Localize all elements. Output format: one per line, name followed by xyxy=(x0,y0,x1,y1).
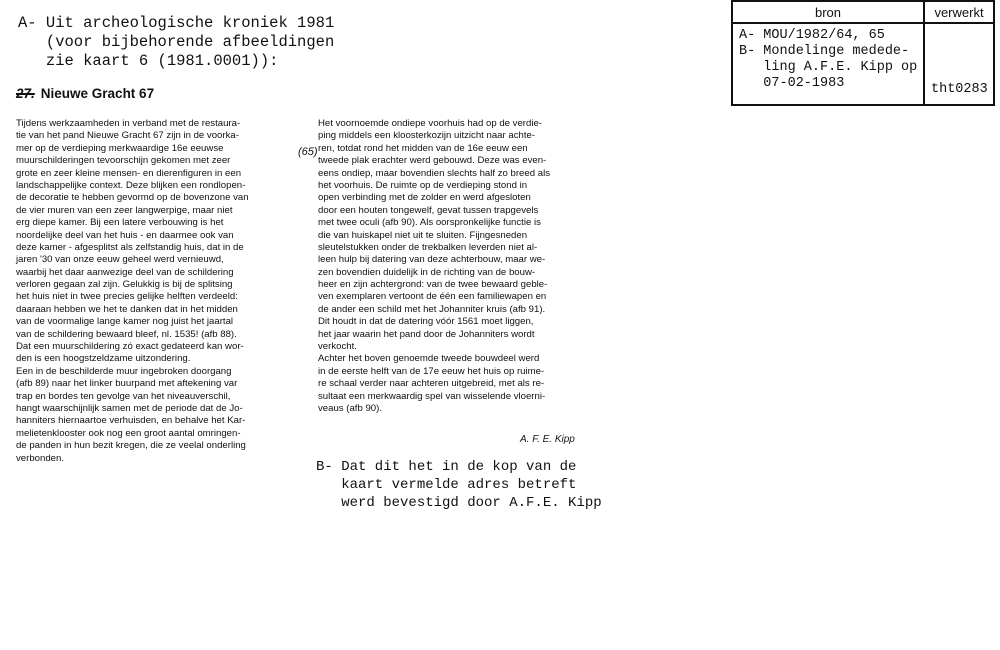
text-line: Tijdens werkzaamheden in verband met de restaura- xyxy=(16,118,241,129)
text-line: zen bovendien duidelijk in de richting van de bouw- xyxy=(318,266,536,278)
bron-line: A- MOU/1982/64, 65 xyxy=(739,28,885,43)
text-line: open verbinding met de zolder en werd afgesloten xyxy=(318,192,531,204)
text-line: Een in de beschilderde muur ingebroken doorgang xyxy=(16,365,232,377)
text-line: Achter het boven genoemde tweede bouwdeel werd xyxy=(318,353,540,365)
text-line: tie van het pand Nieuwe Gracht 67 zijn in de voorka- xyxy=(16,130,239,142)
article-left-column xyxy=(16,118,288,465)
text-line: verkocht. xyxy=(318,341,357,353)
text-line: door een houten tongewelf, gevat tussen trapgevels xyxy=(318,204,539,216)
text-line: deze kamer - afgesplitst als zelfstandig huis, dat in de xyxy=(16,241,244,253)
header-block xyxy=(18,14,334,71)
bron-line: 07-02-1983 xyxy=(739,76,845,91)
text-line: van de voormalige lange kamer nog juist het jaartal xyxy=(16,316,234,328)
text-line: het jaar waarin het pand door de Johanniters wordt xyxy=(318,328,535,340)
text-line: de ander een schild met het Johanniter kruis (afb 91). xyxy=(318,303,546,315)
text-line: die van huiskapel niet uit te sluiten. Fijngesneden xyxy=(318,229,528,241)
text-line: grote en zeer kleine mensen- en dierenfiguren in een xyxy=(16,167,242,179)
margin-note: (65) xyxy=(298,146,318,158)
bron-line: B- Mondelinge medede- xyxy=(739,44,910,59)
text-line: trap en bordes ten gevolge van het niveauverschil, xyxy=(16,390,231,402)
article-right-column xyxy=(318,118,586,415)
verwerkt-cell: tht0283 xyxy=(931,82,988,97)
text-line: het huis niet in twee precies gelijke helften verdeeld: xyxy=(16,291,238,303)
text-line: Dit houdt in dat de datering vóór 1561 moet liggen, xyxy=(318,316,534,328)
article-signature: A. F. E. Kipp xyxy=(520,434,575,445)
header-line: (voor bijbehorende afbeeldingen xyxy=(18,33,335,51)
text-line: in de eerste helft van de 17e eeuw het huis op ruime- xyxy=(318,365,545,377)
note-b xyxy=(316,458,602,512)
text-line: jaren '30 van onze eeuw geheel werd vernieuwd, xyxy=(16,254,224,266)
text-line: (afb 89) naar het linker buurpand met aftekening var xyxy=(16,378,238,390)
text-line: Dat een muurschildering zó exact gedateerd kan wor- xyxy=(16,341,244,353)
text-line: ping middels een kloosterkozijn uitzicht naar achte- xyxy=(318,130,536,142)
text-line: daaraan hebben we het te danken dat in het midden xyxy=(16,303,238,315)
text-line: verbonden. xyxy=(16,452,65,464)
source-table-header xyxy=(733,2,993,24)
source-table xyxy=(731,0,995,106)
text-line: den is een hoogstzeldzame uitzondering. xyxy=(16,353,191,365)
text-line: erg diepe kamer. Bij een latere verbouwing is het xyxy=(16,217,224,229)
article-title xyxy=(16,86,154,101)
text-line: ren, totdat rond het midden van de 16e eeuw een xyxy=(318,142,528,154)
article-number: 27. xyxy=(16,86,35,101)
text-line: het voorhuis. De ruimte op de verdieping stond in xyxy=(318,179,528,191)
text-line: eens ondiep, maar bovendien slechts half zo breed als xyxy=(318,167,550,179)
article-title-text: Nieuwe Gracht 67 xyxy=(40,86,155,101)
text-line: met twee oculi (afb 90). Als oorspronkelijke functie is xyxy=(318,217,541,229)
header-line: A- Uit archeologische kroniek 1981 xyxy=(18,14,335,32)
text-line: hangt waarschijnlijk samen met de periode dat de Jo- xyxy=(16,402,243,414)
note-b-line: B- Dat dit het in de kop van de xyxy=(316,459,577,475)
text-line: veaus (afb 90). xyxy=(318,402,382,414)
text-line: tweede plak erachter werd gebouwd. Deze was even- xyxy=(318,155,547,167)
text-line: verloren gegaan zal zijn. Gelukkig is bij de splitsing xyxy=(16,279,233,291)
header-line: zie kaart 6 (1981.0001)): xyxy=(18,52,279,70)
note-b-line: werd bevestigd door A.F.E. Kipp xyxy=(316,495,602,511)
text-line: leen hulp bij datering van deze achterbouw, maar we- xyxy=(318,254,546,266)
text-line: re schaal verder naar achteren uitgebreid, met als re- xyxy=(318,378,545,390)
bron-line: ling A.F.E. Kipp op xyxy=(739,60,918,75)
source-table-divider xyxy=(923,2,925,104)
text-line: de decoratie te hebben gevormd op de bovenzone van xyxy=(16,192,249,204)
text-line: de vier muren van een zeer langwerpige, maar niet xyxy=(16,204,233,216)
text-line: ven exemplaren vertoont de één een familiewapen en xyxy=(318,291,547,303)
text-line: sleutelstukken onder de trekbalken leverden niet al- xyxy=(318,241,538,253)
header-verwerkt: verwerkt xyxy=(934,5,984,20)
text-line: melietenklooster ook nog een groot aantal omringen- xyxy=(16,427,241,439)
header-bron: bron xyxy=(814,5,842,20)
text-line: de panden in hun bezit kregen, die ze veelal onderling xyxy=(16,440,246,452)
bron-cell xyxy=(739,28,917,92)
text-line: Het voornoemde ondiepe voorhuis had op de verdie- xyxy=(318,118,543,129)
text-line: noordelijke deel van het huis - en daarmee ook van xyxy=(16,229,234,241)
text-line: van de schildering bewaard bleef, nl. 1535! (afb 88). xyxy=(16,328,237,340)
note-b-line: kaart vermelde adres betreft xyxy=(316,477,577,493)
text-line: muurschilderingen tevoorschijn gekomen met zeer xyxy=(16,155,231,167)
text-line: heer en zijn achtergrond: van de twee bewaard geble- xyxy=(318,279,548,291)
text-line: landschappelijke context. Deze blijken een rondlopen- xyxy=(16,179,246,191)
text-line: mer op de verdieping merkwaardige 16e eeuwse xyxy=(16,142,224,154)
text-line: sultaat een merkwaardig spel van wisselende vloerni- xyxy=(318,390,546,402)
text-line: waarbij het daar aanwezige deel van de schildering xyxy=(16,266,234,278)
text-line: hanniters hiernaartoe verhuisden, en behalve het Kar- xyxy=(16,415,246,427)
